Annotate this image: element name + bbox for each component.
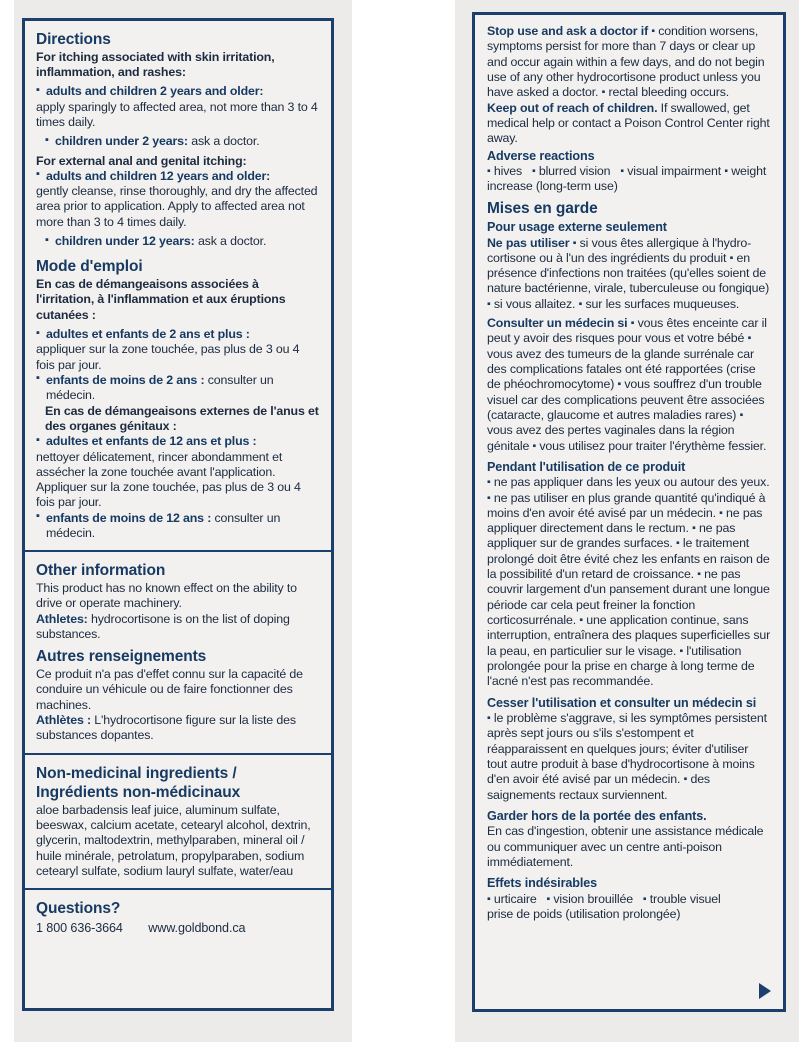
directions-adults-2yr-label: adults and children 2 years and older: bbox=[46, 84, 264, 99]
square-bullet-icon: ▪ bbox=[487, 297, 491, 310]
square-bullet-icon: ▪ bbox=[729, 251, 734, 264]
pendant-item-7: une application continue, sans interruption, entraînera des plaques superficielles sur la peau, en particulier sur le visage. bbox=[487, 613, 771, 658]
cesser-item-1: le problème s'aggrave, si les symptômes persistent après sept jours ou s'ils s'estompent et réapparaissent en quelques jours; éviter d'utiliser tout autre produit à base d'hydrocortisone à moins d'en avoir été avisé par un médecin. bbox=[487, 710, 767, 787]
directions-adults-2yr-text: apply sparingly to affected area, not more than 3 to 4 times daily. bbox=[36, 99, 318, 129]
npu-item-3: si vous allaitez. bbox=[493, 296, 576, 311]
pendant-item-5: le traitement prolongé doit être évité chez les enfants en raison de la possibilité d'un retard de croissance. bbox=[487, 536, 770, 582]
questions-heading: Questions? bbox=[36, 900, 121, 918]
square-bullet-icon: ▪ bbox=[620, 164, 624, 177]
directions-adults-12yr-text: gently cleanse, rinse thoroughly, and dry the affected area prior to application. Apply to affected area not more than 3 to 4 times daily. bbox=[36, 184, 318, 229]
ingredients-heading-en: Non-medicinal ingredients / bbox=[36, 764, 237, 782]
garder-hors-portee-heading: Garder hors de la portée des enfants. bbox=[487, 808, 707, 823]
square-bullet-icon: ▪ bbox=[692, 522, 696, 535]
square-bullet-icon: ▪ bbox=[487, 164, 491, 177]
website-url[interactable]: www.goldbond.ca bbox=[148, 921, 246, 936]
pendant-item-4: ne pas appliquer sur de grandes surfaces. bbox=[487, 521, 736, 551]
consulter-item-5: vous utilisez pour traiter l'érythème fessier. bbox=[539, 438, 767, 453]
cesser-item-2: des saignements rectaux surviennent. bbox=[487, 772, 710, 802]
square-bullet-icon: ▪ bbox=[747, 332, 752, 345]
autres-renseignements-athletes bbox=[36, 713, 320, 744]
athletes-fr-label: Athlètes : bbox=[36, 712, 91, 727]
usage-externe-subtitle: Pour usage externe seulement bbox=[487, 220, 667, 235]
mode-emploi-enfants-12ans bbox=[36, 511, 320, 542]
pendant-item-1: ne pas appliquer dans les yeux ou autour des yeux. bbox=[493, 475, 770, 490]
square-bullet-icon: ▪ bbox=[578, 297, 583, 310]
npu-item-2: en présence d'infections non traitées (qu'elles soient de nature bactérienne, virale, tuberculeuse ou fongique) bbox=[487, 250, 770, 296]
left-info-panel bbox=[22, 18, 334, 1011]
directions-adults-12yr bbox=[36, 169, 320, 184]
directions-children-under-2-label: children under 2 years: bbox=[55, 134, 188, 149]
mode-emploi-adultes-12ans-label: adultes et enfants de 12 ans et plus : bbox=[46, 434, 257, 449]
mode-emploi-adultes-2ans-text: appliquer sur la zone touchée, pas plus de 3 ou 4 fois par jour. bbox=[36, 342, 300, 372]
pendant-item-2: ne pas utiliser en plus grande quantité qu'indiqué à moins d'en avoir été avisé par un médecin. bbox=[487, 490, 766, 520]
npu-item-4: sur les surfaces muqueuses. bbox=[585, 296, 740, 311]
cesser-utilisation-heading: Cesser l'utilisation et consulter un médecin si bbox=[487, 695, 757, 710]
ingredients-list: aloe barbadensis leaf juice, aluminum sulfate, beeswax, calcium acetate, cetearyl alcohol, dextrin, glycerin, maltodextrin, methylparaben, mineral oil / huile minérale, petrolatum, propylparaben, sodium cetearyl sulfate, sodium lauryl sulfate, water/eau bbox=[36, 802, 311, 879]
other-information-section bbox=[25, 550, 331, 752]
directions-children-under-12-label: children under 12 years: bbox=[55, 234, 195, 249]
keep-out-label: Keep out of reach of children. bbox=[487, 100, 658, 115]
adverse-item-2: visual impairment bbox=[627, 163, 722, 178]
mode-emploi-adultes-2ans-label: adultes et enfants de 2 ans et plus : bbox=[46, 327, 250, 341]
square-bullet-icon: ▪ bbox=[601, 86, 606, 99]
npu-item-1: si vous êtes allergique à l'hydro-cortisone ou à l'un des ingrédients du produit bbox=[487, 235, 752, 265]
ingredients-heading-fr: Ingrédients non-médicinaux bbox=[36, 784, 241, 802]
athletes-text: hydrocortisone is on the list of doping substances. bbox=[36, 611, 290, 641]
consulter-medecin-paragraph bbox=[487, 316, 771, 454]
effets-item-2: trouble visuel bbox=[649, 891, 721, 906]
directions-heading: Directions bbox=[36, 31, 111, 48]
square-bullet-icon: ▪ bbox=[487, 892, 491, 905]
square-bullet-icon: ▪ bbox=[697, 568, 701, 581]
square-bullet-icon: ▪ bbox=[679, 644, 684, 657]
adverse-reactions-heading: Adverse reactions bbox=[487, 148, 595, 163]
questions-section bbox=[25, 888, 331, 944]
consulter-item-2: vous avez des tumeurs de la glande surrénale car des complications fatales ont été rapportées (crise de phéochromocytome) bbox=[487, 346, 756, 392]
right-info-panel bbox=[472, 12, 786, 1012]
other-information-heading: Other information bbox=[36, 562, 166, 580]
stop-use-item-2: rectal bleeding occurs. bbox=[608, 85, 730, 100]
adverse-item-0: hives bbox=[493, 163, 523, 178]
stop-use-item-1: condition worsens, symptoms persist for more than 7 days or clear up and occur again within a few days, and do not begin use of any other hydrocortisone product unless you have asked a doctor. bbox=[487, 24, 765, 100]
mode-emploi-enfants-2ans-label: enfants de moins de 2 ans : bbox=[46, 372, 205, 387]
consulter-item-4: vous avez des pertes vaginales dans la région génitale bbox=[487, 423, 735, 453]
directions-children-under-2 bbox=[36, 134, 320, 149]
consulter-item-1: vous êtes enceinte car il peut y avoir des risques pour vous et votre bébé bbox=[487, 316, 767, 346]
mode-emploi-heading: Mode d'emploi bbox=[36, 258, 143, 276]
ingredients-section bbox=[25, 753, 331, 889]
mode-emploi-enfants-2ans-text: consulter un médecin. bbox=[46, 372, 274, 403]
cesser-utilisation-paragraph bbox=[487, 711, 771, 803]
mode-emploi-enfants-12ans-text: consulter un médecin. bbox=[46, 510, 281, 541]
mode-emploi-adultes-12ans bbox=[36, 434, 320, 449]
keep-out-text: If swallowed, get medical help or contact a Poison Control Center right away. bbox=[487, 100, 770, 146]
mode-emploi-adultes-2ans bbox=[36, 327, 320, 342]
directions-section bbox=[25, 21, 331, 550]
square-bullet-icon: ▪ bbox=[531, 164, 536, 177]
mode-emploi-adultes-12ans-text: nettoyer délicatement, rincer abondamment et assécher la zone touchée avant l'application. Appliquer sur la zone touchée, pas plus de 3 ou 4 fois par jour. bbox=[36, 449, 301, 510]
mode-emploi-enfants-12ans-label: enfants de moins de 12 ans : bbox=[46, 510, 212, 525]
mode-emploi-sub-1: En cas de démangeaisons associées à l'irritation, à l'inflammation et aux éruptions cutanées : bbox=[36, 277, 286, 322]
pendant-utilisation-heading: Pendant l'utilisation de ce produit bbox=[487, 459, 686, 474]
phone-number[interactable]: 1 800 636-3664 bbox=[36, 921, 123, 936]
stop-use-label: Stop use and ask a doctor if bbox=[487, 24, 649, 38]
square-bullet-icon: ▪ bbox=[617, 378, 622, 391]
warnings-section bbox=[475, 15, 783, 928]
consulter-label: Consulter un médecin si bbox=[487, 316, 628, 331]
effets-item-1: vision brouillée bbox=[553, 891, 633, 906]
pendant-utilisation-paragraph bbox=[487, 475, 771, 689]
autres-renseignements-text: Ce produit n'a pas d'effet connu sur la capacité de conduire un véhicule ou de faire fonctionner des machines. bbox=[36, 666, 303, 712]
square-bullet-icon: ▪ bbox=[572, 236, 577, 249]
directions-adults-12yr-label: adults and children 12 years and older: bbox=[46, 168, 271, 183]
mises-en-garde-heading: Mises en garde bbox=[487, 200, 598, 218]
pendant-item-6: ne pas couvrir largement d'un pansement durant une longue période car cela peut freiner la fonction corticosurrénale. bbox=[487, 567, 770, 628]
square-bullet-icon: ▪ bbox=[683, 773, 688, 786]
consulter-item-3: vous souffrez d'un trouble visuel car des complications peuvent être associées (cataracte, glaucome et autres maladies rares) bbox=[487, 377, 765, 422]
square-bullet-icon: ▪ bbox=[532, 439, 537, 452]
mode-emploi-sub-2: En cas de démangeaisons externes de l'anus et des organes génitaux : bbox=[45, 403, 319, 433]
autres-renseignements-heading: Autres renseignements bbox=[36, 648, 207, 666]
square-bullet-icon: ▪ bbox=[724, 164, 728, 177]
next-page-arrow-icon[interactable] bbox=[759, 983, 771, 999]
keep-out-of-reach-paragraph bbox=[487, 101, 771, 147]
square-bullet-icon: ▪ bbox=[651, 25, 655, 37]
effets-item-0: urticaire bbox=[493, 891, 537, 906]
adverse-item-1: blurred vision bbox=[538, 163, 611, 178]
square-bullet-icon: ▪ bbox=[719, 506, 723, 519]
athletes-fr-text: L'hydrocortisone figure sur la liste des substances dopantes. bbox=[36, 712, 296, 743]
adverse-reactions-list bbox=[487, 164, 771, 195]
ne-pas-utiliser-paragraph bbox=[487, 236, 771, 313]
athletes-label: Athletes: bbox=[36, 611, 88, 626]
square-bullet-icon: ▪ bbox=[642, 892, 647, 905]
square-bullet-icon: ▪ bbox=[739, 408, 744, 421]
ne-pas-utiliser-label: Ne pas utiliser bbox=[487, 235, 570, 250]
directions-sub-skin-irritation: For itching associated with skin irritation, inflammation, and rashes: bbox=[36, 49, 275, 79]
effets-indesirables-heading: Effets indésirables bbox=[487, 876, 598, 891]
pendant-item-3: ne pas appliquer directement dans le rectum. bbox=[487, 505, 763, 536]
effets-extra-text: prise de poids (utilisation prolongée) bbox=[487, 906, 681, 921]
stop-use-paragraph bbox=[487, 24, 771, 101]
other-information-athletes bbox=[36, 612, 320, 643]
square-bullet-icon: ▪ bbox=[487, 476, 491, 489]
questions-contact bbox=[36, 921, 320, 935]
pendant-item-8: l'utilisation prolongée pour la prise en charge à long terme de l'acné n'est pas recommandée. bbox=[487, 643, 755, 689]
directions-adults-2yr bbox=[36, 84, 320, 99]
square-bullet-icon: ▪ bbox=[487, 711, 491, 724]
directions-children-under-12-text: ask a doctor. bbox=[197, 234, 267, 249]
effets-indesirables-list bbox=[487, 892, 771, 907]
square-bullet-icon: ▪ bbox=[676, 537, 680, 550]
garder-hors-portee-text: En cas d'ingestion, obtenir une assistance médicale ou communiquer avec un centre anti-poison immédiatement. bbox=[487, 824, 764, 869]
square-bullet-icon: ▪ bbox=[546, 892, 551, 905]
square-bullet-icon: ▪ bbox=[630, 317, 635, 330]
square-bullet-icon: ▪ bbox=[579, 614, 583, 627]
directions-children-under-2-text: ask a doctor. bbox=[191, 134, 260, 149]
square-bullet-icon: ▪ bbox=[487, 491, 491, 504]
mode-emploi-enfants-2ans bbox=[36, 373, 320, 404]
other-information-text: This product has no known effect on the ability to drive or operate machinery. bbox=[36, 581, 297, 611]
directions-children-under-12 bbox=[36, 234, 320, 249]
adverse-item-3: weight increase (long-term use) bbox=[487, 163, 767, 194]
directions-sub-anal-genital: For external anal and genital itching: bbox=[36, 153, 247, 168]
